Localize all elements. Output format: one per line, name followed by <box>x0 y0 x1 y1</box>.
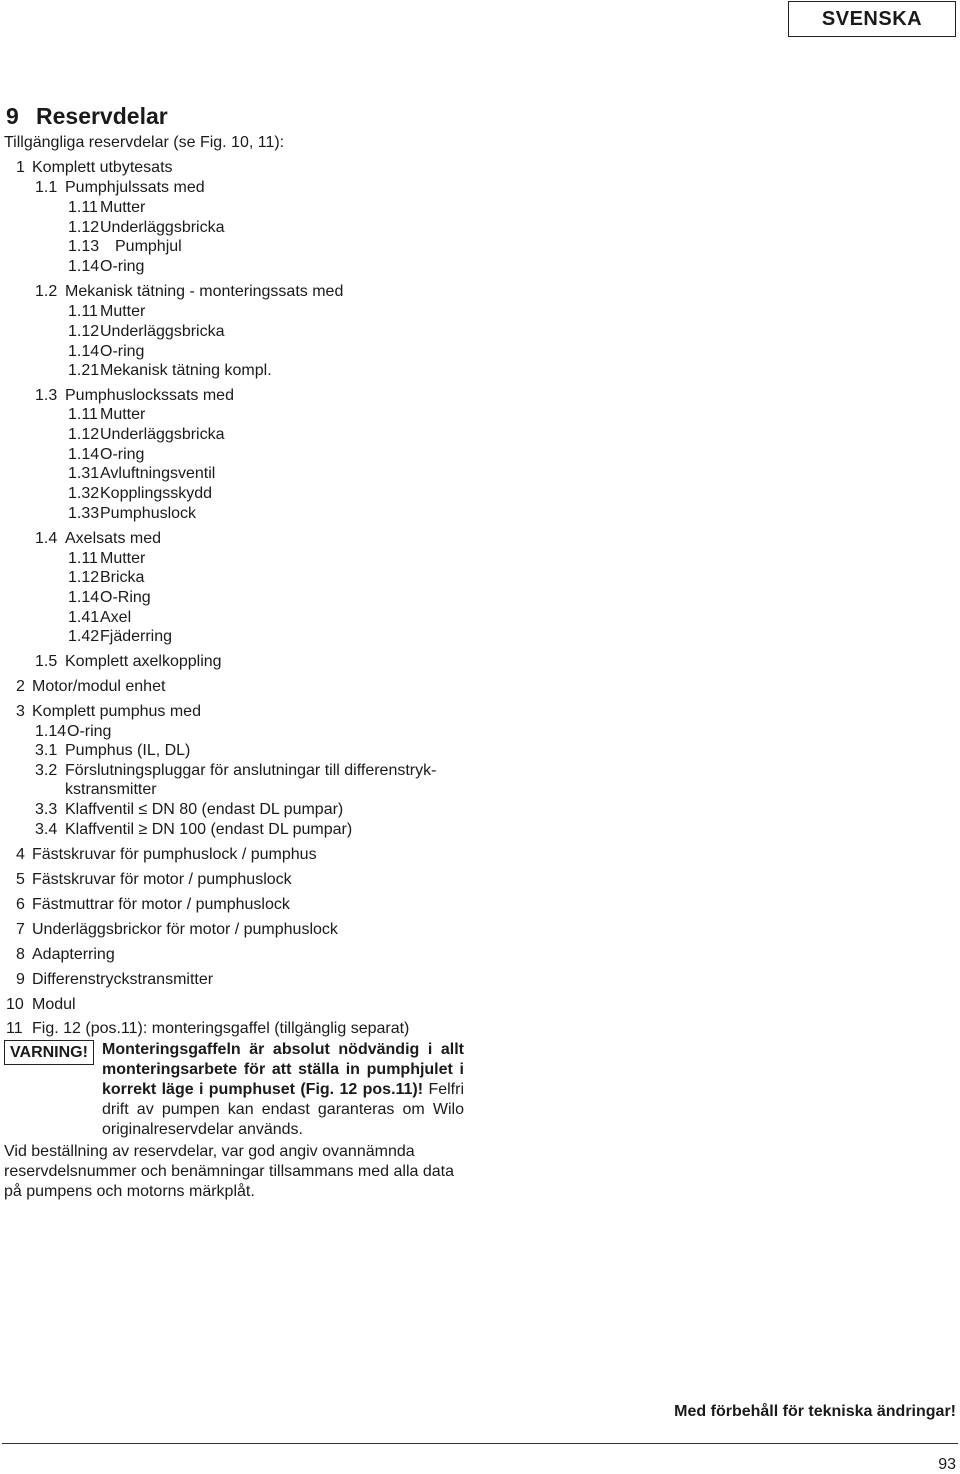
footer-divider <box>2 1443 958 1444</box>
item-label: O-Ring <box>100 589 151 606</box>
item-number: 7 <box>16 921 25 938</box>
list-item <box>35 741 190 761</box>
warning-plain-text: Felfri drift av pumpen kan endast garanteras om Wilo originalreservdelar används. <box>102 1081 465 1138</box>
list-item <box>68 218 225 238</box>
item-label: Fjäderring <box>100 628 173 645</box>
item-label: Underläggsbricka <box>100 426 225 443</box>
item-number: 1.32 <box>68 485 100 502</box>
page-number: 93 <box>938 1456 956 1473</box>
item-number: 1.12 <box>68 323 100 340</box>
item-label: Underläggsbricka <box>100 219 225 236</box>
list-item <box>68 405 145 425</box>
item-label: Kopplingsskydd <box>100 485 213 502</box>
item-number: 4 <box>16 846 25 863</box>
item-number: 1.42 <box>68 628 100 645</box>
section-heading <box>6 103 168 130</box>
item-label: Pumphuslock <box>100 505 197 522</box>
item-label: Adapterring <box>32 946 115 963</box>
item-label: Motor/modul enhet <box>32 678 166 695</box>
list-item <box>68 568 144 588</box>
item-number: 5 <box>16 871 25 888</box>
item-number: 1.14 <box>68 343 100 360</box>
warning-bold-text: Monteringsgaffeln är absolut nödvändig i allt monteringsarbete för att ställa in pumphjulet i korrekt läge i pumphuset (Fig. 12 pos.11)! <box>102 1041 464 1098</box>
list-item <box>16 895 290 915</box>
list-item <box>16 702 201 722</box>
item-label: Mutter <box>100 406 146 423</box>
item-number: 8 <box>16 946 25 963</box>
item-number: 2 <box>16 678 25 695</box>
item-label: Fästskruvar för motor / pumphuslock <box>32 871 292 888</box>
list-item <box>16 158 173 178</box>
item-number: 1.11 <box>68 406 98 423</box>
item-label: Mutter <box>100 550 146 567</box>
list-item <box>16 970 213 990</box>
intro-text: Tillgängliga reservdelar (se Fig. 10, 11): <box>4 134 285 151</box>
item-label: Pumphuslockssats med <box>65 387 234 404</box>
item-label: O-ring <box>100 258 145 275</box>
item-number: 1.5 <box>35 653 58 670</box>
list-item <box>35 761 436 781</box>
item-number: 1.11 <box>68 199 98 216</box>
warning-label: VARNING! <box>4 1040 94 1065</box>
item-label: Bricka <box>100 569 145 586</box>
item-number: 3.4 <box>35 821 58 838</box>
item-label: kstransmitter <box>65 781 157 798</box>
list-item <box>68 361 272 381</box>
item-label: Axelsats med <box>65 530 162 547</box>
list-item <box>68 627 172 647</box>
item-number: 3.2 <box>35 762 58 779</box>
item-label: Axel <box>100 609 132 626</box>
list-item <box>68 302 145 322</box>
item-label: Mekanisk tätning - monteringssats med <box>65 283 344 300</box>
item-number: 1.21 <box>68 362 100 379</box>
list-item <box>35 529 161 549</box>
list-item <box>68 549 145 569</box>
item-number: 1.12 <box>68 569 100 586</box>
list-item <box>35 780 157 800</box>
item-number: 1.11 <box>68 550 98 567</box>
list-item <box>68 588 151 608</box>
item-number: 3 <box>16 703 25 720</box>
item-number: 1.12 <box>68 219 100 236</box>
item-label: Klaffventil ≥ DN 100 (endast DL pumpar) <box>65 821 353 838</box>
list-item <box>6 1019 409 1039</box>
item-number: 1.13 <box>68 238 100 255</box>
item-label: Differenstryckstransmitter <box>32 971 214 988</box>
item-label: Klaffventil ≤ DN 80 (endast DL pumpar) <box>65 801 344 818</box>
item-number: 10 <box>6 996 24 1013</box>
list-item <box>68 464 215 484</box>
item-label: Fig. 12 (pos.11): monteringsgaffel (tillgänglig separat) <box>32 1020 410 1037</box>
item-label: Fästmuttrar för motor / pumphuslock <box>32 896 290 913</box>
list-item <box>68 504 196 524</box>
item-label: Förslutningspluggar för anslutningar till differenstryk- <box>65 762 437 779</box>
item-label: Underläggsbrickor för motor / pumphuslock <box>32 921 338 938</box>
list-item <box>35 652 222 672</box>
item-number: 3.1 <box>35 742 58 759</box>
item-label: Pumphus (IL, DL) <box>65 742 191 759</box>
item-label: Komplett pumphus med <box>32 703 201 720</box>
list-item <box>68 608 131 628</box>
item-label: O-ring <box>100 343 145 360</box>
item-number: 9 <box>16 971 25 988</box>
item-number: 1.14 <box>68 589 100 606</box>
list-item <box>35 178 205 198</box>
list-item <box>16 677 165 697</box>
item-label: Avluftningsventil <box>100 465 216 482</box>
item-label: Mutter <box>100 199 146 216</box>
section-title: Reservdelar <box>36 103 168 129</box>
language-tab: SVENSKA <box>788 1 956 37</box>
item-number: 3.3 <box>35 801 58 818</box>
item-number: 1.14 <box>35 723 67 740</box>
list-item <box>68 342 144 362</box>
item-label: Pumphjul <box>115 238 182 255</box>
item-number: 1.31 <box>68 465 100 482</box>
item-label: Komplett axelkoppling <box>65 653 222 670</box>
item-label: Komplett utbytesats <box>32 159 173 176</box>
item-number: 1.41 <box>68 609 100 626</box>
list-item <box>35 386 234 406</box>
item-label: Fästskruvar för pumphuslock / pumphus <box>32 846 317 863</box>
list-item <box>35 722 111 742</box>
item-label: Pumphjulssats med <box>65 179 205 196</box>
section-number: 9 <box>6 103 19 129</box>
item-number: 1.12 <box>68 426 100 443</box>
item-number: 1.11 <box>68 303 98 320</box>
list-item <box>35 820 352 840</box>
item-label: Mekanisk tätning kompl. <box>100 362 272 379</box>
list-item <box>16 945 115 965</box>
item-label: Underläggsbricka <box>100 323 225 340</box>
footer-note: Med förbehåll för tekniska ändringar! <box>674 1403 956 1420</box>
item-number: 1.3 <box>35 387 58 404</box>
warning-text <box>102 1040 464 1140</box>
item-label: O-ring <box>100 446 145 463</box>
list-item <box>6 995 76 1015</box>
item-label: Mutter <box>100 303 146 320</box>
list-item <box>68 484 212 504</box>
item-label: Modul <box>32 996 76 1013</box>
item-number: 1.33 <box>68 505 100 522</box>
list-item <box>68 257 144 277</box>
list-item <box>16 920 338 940</box>
item-number: 1.14 <box>68 258 100 275</box>
item-number: 1.1 <box>35 179 58 196</box>
closing-paragraph: Vid beställning av reservdelar, var god angiv ovannämnda reservdelsnummer och benämningar tillsammans med alla data på pumpens och motorns märkplåt. <box>4 1143 454 1200</box>
item-number: 1.4 <box>35 530 58 547</box>
list-item <box>35 800 343 820</box>
list-item <box>68 198 145 218</box>
list-item <box>68 425 225 445</box>
list-item <box>35 282 343 302</box>
list-item <box>16 845 317 865</box>
list-item <box>68 237 182 257</box>
item-number: 1.2 <box>35 283 58 300</box>
list-item <box>16 870 292 890</box>
item-number: 11 <box>6 1020 23 1037</box>
list-item <box>68 322 225 342</box>
item-number: 1 <box>16 159 25 176</box>
list-item <box>68 445 144 465</box>
item-number: 1.14 <box>68 446 100 463</box>
item-label: O-ring <box>67 723 112 740</box>
item-number: 6 <box>16 896 25 913</box>
